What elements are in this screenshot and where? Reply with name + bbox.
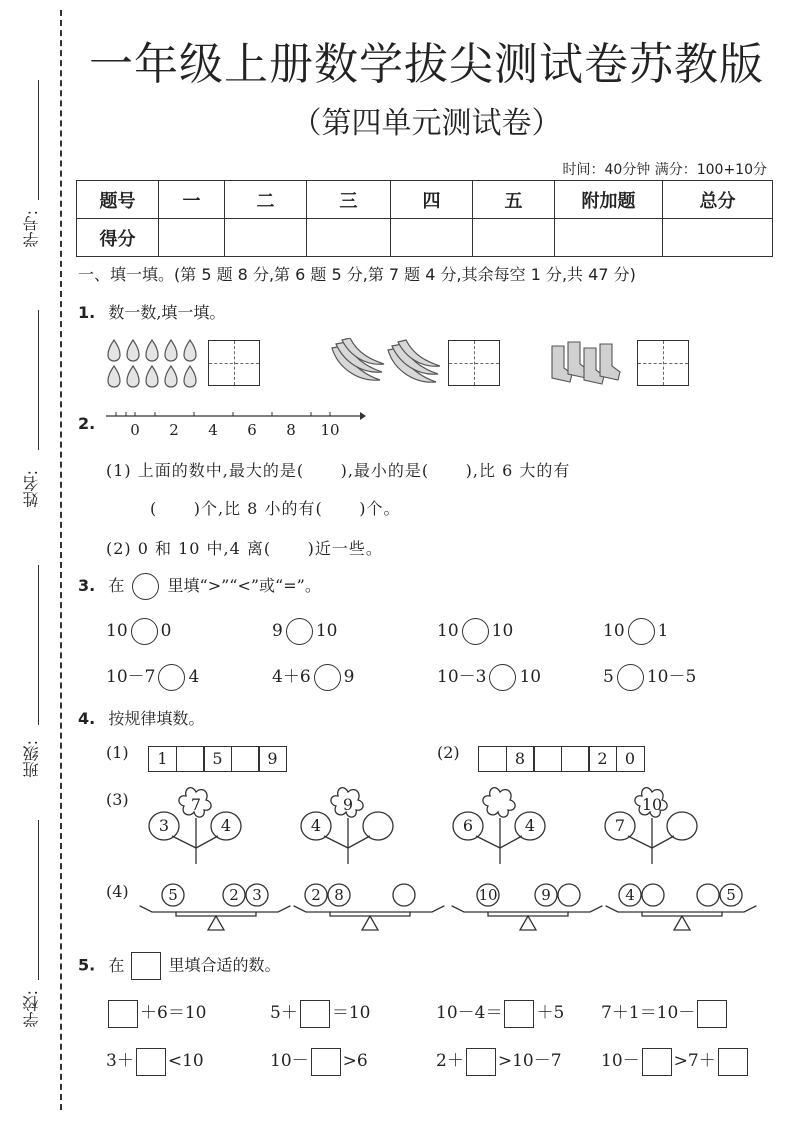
banji-label: 班级: (22, 740, 41, 778)
fill-equation: 3＋ <10 (106, 1046, 204, 1076)
q3-number: 3. (78, 576, 96, 595)
weight-circle (642, 884, 664, 906)
q4-part3-label: (3) (106, 790, 129, 809)
score-cell[interactable] (555, 219, 663, 257)
compare-circle[interactable] (462, 618, 489, 645)
score-cell[interactable] (307, 219, 391, 257)
xingming-line (38, 310, 39, 450)
seq-cell: 8 (506, 746, 535, 772)
section-heading: 一、填一填。(第 5 题 8 分,第 6 题 5 分,第 7 题 4 分,其余每空 1 分,共 47 分) (78, 265, 636, 284)
weight-value: 2 (229, 886, 239, 904)
q2-line2: ( )个,比 8 小的有( )个。 (150, 499, 401, 518)
tick-label: 4 (208, 421, 218, 439)
seq-cell-blank[interactable] (176, 746, 205, 772)
score-header-cell: 四 (391, 181, 473, 219)
leaf-right-icon (667, 812, 697, 840)
compare-item: 9 10 (272, 618, 337, 645)
score-cell[interactable] (663, 219, 773, 257)
score-header-cell: 附加题 (555, 181, 663, 219)
answer-box[interactable] (300, 1000, 330, 1028)
pears-illustration (104, 336, 208, 388)
weight-value: 10 (478, 886, 498, 904)
flower-left: 7 (614, 816, 626, 835)
weight-value: 8 (334, 886, 344, 904)
seq-cell-blank[interactable] (533, 746, 562, 772)
answer-box[interactable] (504, 1000, 534, 1028)
compare-circle[interactable] (314, 664, 341, 691)
square-icon (131, 952, 161, 980)
q4-number: 4. (78, 709, 96, 728)
score-header-row (77, 181, 773, 219)
flower-top: 7 (190, 795, 202, 814)
xuexiao-label: 学校: (22, 990, 41, 1028)
flower-puzzles (140, 786, 760, 866)
fill-equation: 10－ >7＋ (601, 1046, 750, 1076)
fill-equation: 10－ >6 (270, 1046, 368, 1076)
compare-item: 10 0 (106, 618, 171, 645)
bananas-illustration (328, 338, 440, 388)
pear-icon (146, 366, 158, 387)
pear-icon (108, 340, 120, 361)
circle-icon (132, 573, 159, 600)
fulcrum-icon (208, 916, 224, 930)
compare-item: 5 10－5 (603, 662, 696, 691)
flower-head-icon (483, 788, 515, 817)
page-subtitle: （第四单元测试卷） (291, 106, 562, 141)
flower-top: 9 (342, 795, 354, 814)
flower-left: 3 (158, 816, 170, 835)
seq-cell: 9 (258, 746, 287, 772)
q5-text-b: 里填合适的数。 (168, 955, 281, 975)
compare-circle[interactable] (617, 664, 644, 691)
compare-item: 10－7 4 (106, 662, 199, 691)
compare-item: 10 1 (603, 618, 668, 645)
answer-box[interactable] (697, 1000, 727, 1028)
sock-icon (600, 344, 620, 380)
tick-label: 10 (320, 421, 340, 439)
q2-line1: (1) 上面的数中,最大的是( ),最小的是( ),比 6 大的有 (106, 461, 571, 480)
answer-box[interactable] (311, 1048, 341, 1076)
answer-box[interactable] (136, 1048, 166, 1076)
score-header-cell: 总分 (663, 181, 773, 219)
weight-circle (697, 884, 719, 906)
seq-cell-blank[interactable] (478, 746, 507, 772)
score-header-cell: 一 (159, 181, 225, 219)
fulcrum-icon (674, 916, 690, 930)
seq-cell-blank[interactable] (231, 746, 260, 772)
fulcrum-icon (520, 916, 536, 930)
score-row-label: 得分 (77, 219, 159, 257)
leaf-right-icon (363, 812, 393, 840)
fill-equation: 10－4＝ ＋5 (436, 998, 564, 1028)
q5-prompt (78, 952, 281, 980)
page-title: 一年级上册数学拔尖测试卷苏教版 (89, 39, 764, 90)
score-cell[interactable] (473, 219, 555, 257)
q4-part4-label: (4) (106, 882, 129, 901)
flower-3 (453, 788, 545, 864)
tick-label: 6 (247, 421, 257, 439)
q4-text: 按规律填数。 (108, 709, 205, 728)
pear-icon (108, 366, 120, 387)
q2-number: 2. (78, 414, 96, 433)
weight-value: 3 (252, 886, 262, 904)
balance-puzzles (136, 878, 760, 936)
tick-label: 8 (286, 421, 296, 439)
weight-value: 5 (168, 886, 178, 904)
pear-icon (165, 340, 177, 361)
seq-cell: 1 (148, 746, 177, 772)
seq-cell: 0 (616, 746, 645, 772)
banana-bunch-icon (388, 340, 440, 382)
seq-cell: 2 (588, 746, 617, 772)
compare-item: 4＋6 9 (272, 662, 354, 691)
socks-illustration (546, 338, 624, 388)
balance-2 (294, 884, 444, 930)
fill-equation: 7＋1＝10－ (601, 998, 729, 1028)
q1-text: 数一数,填一填。 (108, 303, 226, 322)
weight-circle (185, 884, 207, 906)
balance-4 (606, 884, 756, 930)
sequence-2 (478, 746, 645, 772)
compare-circle[interactable] (286, 618, 313, 645)
flower-2 (301, 788, 393, 864)
q4-prompt (78, 706, 204, 729)
q1-prompt (78, 300, 225, 323)
tick-label: 0 (130, 421, 140, 439)
q2-line3: (2) 0 和 10 中,4 离( )近一些。 (106, 539, 383, 558)
score-header-cell: 三 (307, 181, 391, 219)
answer-grid-bananas[interactable] (448, 340, 500, 386)
pear-icon (165, 366, 177, 387)
pear-icon (146, 340, 158, 361)
q4-part1-label: (1) (106, 743, 129, 762)
pear-icon (127, 366, 139, 387)
weight-value: 4 (625, 886, 635, 904)
q5-number: 5. (78, 955, 96, 975)
weight-circle (558, 884, 580, 906)
q4-part2-label: (2) (437, 743, 460, 762)
weight-circle (393, 884, 415, 906)
q5-text-a: 在 (108, 955, 125, 975)
banji-line (38, 565, 39, 725)
fill-equation: ＋6＝10 (106, 998, 206, 1028)
flower-left: 4 (310, 816, 322, 835)
answer-box[interactable] (642, 1048, 672, 1076)
q3-text-b: 里填“>”“<”或“=”。 (167, 576, 321, 595)
pear-icon (184, 366, 196, 387)
number-line (104, 404, 368, 440)
flower-right: 4 (524, 816, 536, 835)
score-cell[interactable] (159, 219, 225, 257)
score-header-cell: 二 (225, 181, 307, 219)
q3-prompt (78, 573, 321, 600)
score-table (76, 180, 773, 257)
score-input-row (77, 219, 773, 257)
fulcrum-icon (362, 916, 378, 930)
compare-circle[interactable] (158, 664, 185, 691)
seq-cell: 5 (203, 746, 232, 772)
score-cell[interactable] (391, 219, 473, 257)
answer-grid-pears[interactable] (208, 340, 260, 386)
sequence-1 (148, 746, 287, 772)
answer-grid-socks[interactable] (637, 340, 689, 386)
answer-box[interactable] (466, 1048, 496, 1076)
flower-top: 10 (641, 795, 663, 814)
banana-bunch-icon (332, 338, 384, 380)
fill-equation: 5＋ ＝10 (270, 998, 370, 1028)
score-header-cell: 五 (473, 181, 555, 219)
fill-equation: 2＋ >10－7 (436, 1046, 562, 1076)
pear-icon (184, 340, 196, 361)
answer-box[interactable] (108, 1000, 138, 1028)
compare-item: 10 10 (437, 618, 513, 645)
binding-dashed-line (60, 10, 62, 1110)
time-info: 时间：40分钟 满分：100+10分 (562, 162, 767, 178)
q1-number: 1. (78, 303, 96, 322)
xuehao-line (38, 80, 39, 200)
xuexiao-line (38, 820, 39, 980)
weight-value: 9 (541, 886, 551, 904)
weight-circle (500, 884, 522, 906)
pear-icon (127, 340, 139, 361)
compare-circle[interactable] (131, 618, 158, 645)
weight-circle (416, 884, 438, 906)
q3-text-a: 在 (108, 576, 125, 595)
weight-value: 2 (311, 886, 321, 904)
answer-box[interactable] (718, 1048, 748, 1076)
compare-item: 10－3 10 (437, 662, 541, 691)
compare-circle[interactable] (628, 618, 655, 645)
weight-value: 5 (726, 886, 736, 904)
tick-label: 2 (169, 421, 179, 439)
balance-1 (140, 884, 290, 930)
flower-left: 6 (462, 816, 474, 835)
balance-3 (452, 884, 602, 930)
score-header-cell: 题号 (77, 181, 159, 219)
flower-right: 4 (220, 816, 232, 835)
compare-circle[interactable] (489, 664, 516, 691)
flower-4 (605, 788, 697, 864)
score-cell[interactable] (225, 219, 307, 257)
seq-cell-blank[interactable] (561, 746, 590, 772)
xingming-label: 姓名: (22, 470, 41, 508)
flower-1 (149, 788, 241, 864)
xuehao-label: 学号: (22, 210, 41, 248)
